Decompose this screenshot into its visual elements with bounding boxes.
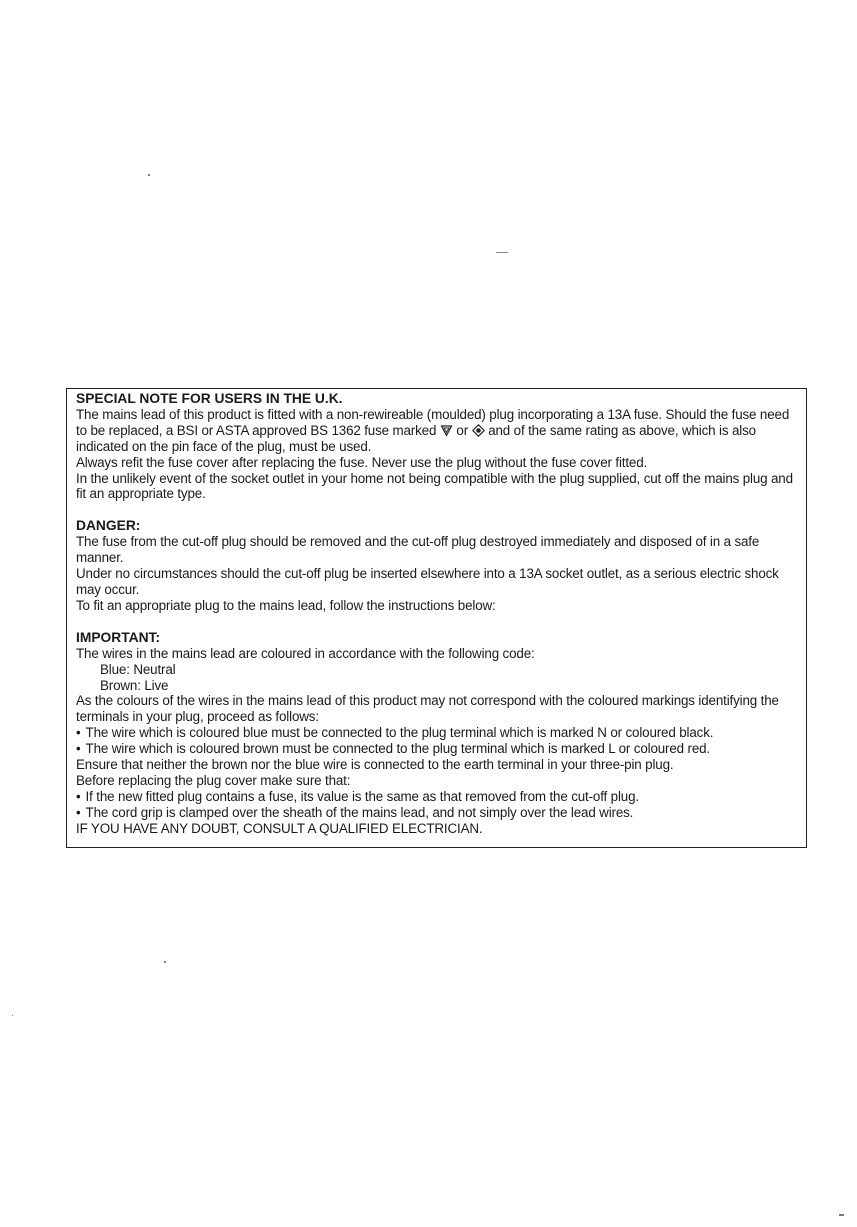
notice-text-or: or [456, 422, 469, 438]
notice-paragraph-fuse-cover: Always refit the fuse cover after replacing the fuse. Never use the plug without the fuse cover fitted. [76, 454, 648, 470]
important-closing: IF YOU HAVE ANY DOUBT, CONSULT A QUALIFIED ELECTRICIAN. [76, 820, 483, 836]
wire-code-brown: Brown: Live [100, 677, 169, 693]
danger-heading: DANGER: [76, 518, 141, 534]
scan-speck [839, 1214, 844, 1216]
important-paragraph-markings: As the colours of the wires in the mains lead of this product may not correspond with the coloured markings identifying the terminals in your plug, proceed as follows: [76, 693, 779, 725]
notice-paragraph-socket: In the unlikely event of the socket outlet in your home not being compatible with the plug supplied, cut off the mains plug and fit an appropriate type. [76, 470, 793, 502]
scan-speck [164, 961, 166, 963]
bullet-blue-wire: • The wire which is coloured blue must be connected to the plug terminal which is marked N or coloured black. [76, 725, 800, 741]
important-paragraph-earth: Ensure that neither the brown nor the blue wire is connected to the earth terminal in your three-pin plug. [76, 757, 674, 773]
danger-paragraph-instructions: To fit an appropriate plug to the mains lead, follow the instructions below: [76, 597, 496, 613]
bullet-brown-wire: • The wire which is coloured brown must be connected to the plug terminal which is marked L or coloured red. [76, 741, 800, 757]
bullet-cord-grip: • The cord grip is clamped over the sheath of the mains lead, and not simply over the lead wires. [76, 805, 800, 821]
notice-text: and of the same rating as above, which is also indicated on the pin face of the plug, must be used. [76, 422, 756, 454]
asta-mark-icon [472, 424, 485, 437]
scan-speck [496, 252, 508, 253]
danger-paragraph-dispose: The fuse from the cut-off plug should be removed and the cut-off plug destroyed immediately and disposed of in a safe manner. [76, 534, 760, 566]
important-intro: The wires in the mains lead are coloured in accordance with the following code: [76, 645, 535, 661]
uk-plug-safety-notice [66, 388, 807, 848]
important-paragraph-cover: Before replacing the plug cover make sure that: [76, 772, 351, 788]
scan-speck [12, 1015, 13, 1016]
notice-text: The mains lead of this product is fitted with a non-rewireable (moulded) plug incorporating a 13A fuse. Should the fuse need to be replaced, a BSI or ASTA approved BS 1362 fuse marked [76, 406, 790, 438]
notice-heading: SPECIAL NOTE FOR USERS IN THE U.K. [76, 391, 343, 406]
wire-code-blue: Blue: Neutral [100, 661, 176, 677]
bullet-fuse-value: • If the new fitted plug contains a fuse, its value is the same as that removed from the cut-off plug. [76, 789, 800, 805]
important-heading: IMPORTANT: [76, 629, 161, 645]
bsi-kitemark-icon [440, 424, 453, 437]
scan-speck [148, 174, 150, 176]
danger-paragraph-shock: Under no circumstances should the cut-off plug be inserted elsewhere into a 13A socket outlet, as a serious electric shock may occur. [76, 566, 779, 597]
notice-paragraph-fuse [76, 407, 800, 455]
